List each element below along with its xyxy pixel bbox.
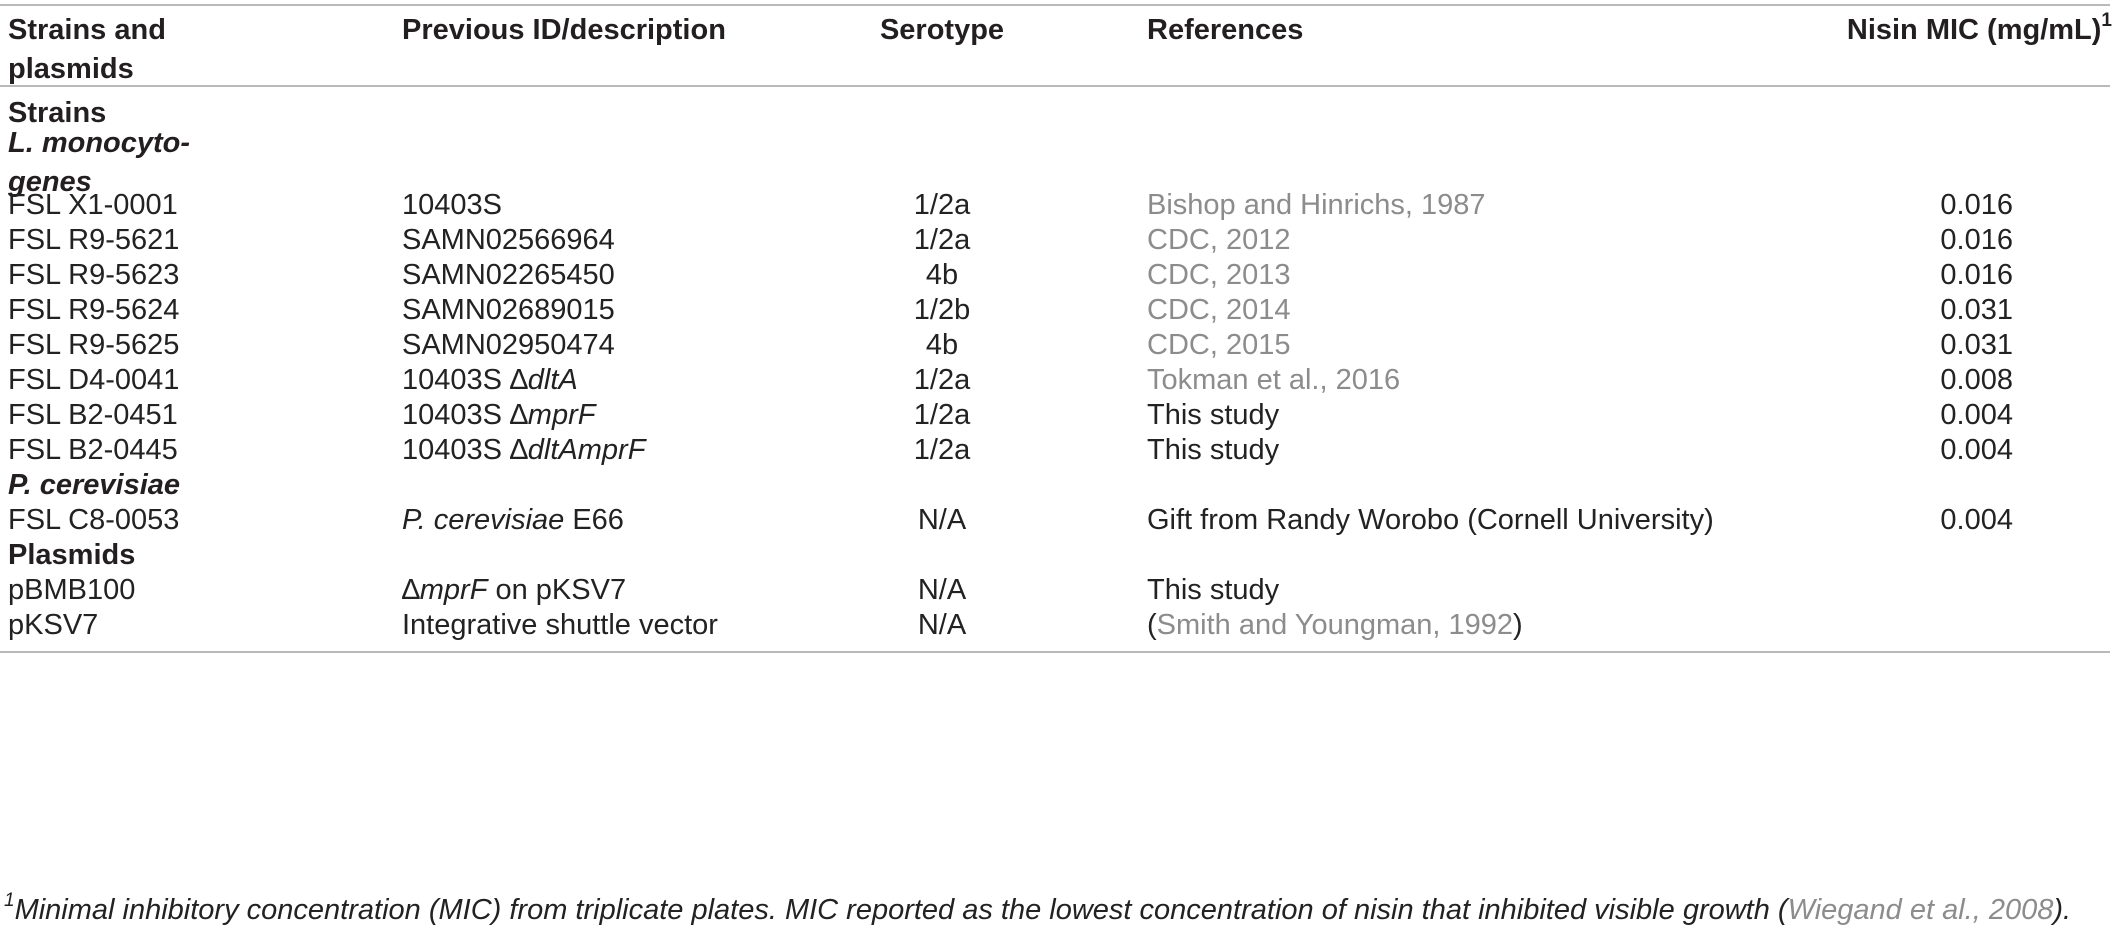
header-strains-plasmids [8,11,166,89]
row-2-serotype: 4b [925,259,959,291]
row-8-desc-species: P. cerevisiae [402,504,565,536]
row-3-id: FSL R9-5624 [8,294,180,326]
section-lmono-line1: L. monocyto- [8,127,191,159]
row-1-mic: 0.016 [1940,224,2013,256]
row-4-serotype: 4b [925,329,959,361]
footnote-ref-link[interactable]: Wiegand et al., 2008 [1787,894,2054,926]
section-strains: Strains [8,97,107,129]
row-9-desc-gene: mprF [419,574,488,606]
row-9-id: pBMB100 [8,574,136,606]
row-8-serotype: N/A [917,504,967,536]
row-5-ref-link[interactable]: Tokman et al., 2016 [1147,364,1401,396]
row-7-desc-main: 10403S ∆ [402,434,528,466]
header-references: References [1147,14,1304,46]
row-9-ref: This study [1147,574,1280,606]
row-0-mic: 0.016 [1940,189,2013,221]
row-7-desc [402,431,645,470]
row-6-serotype: 1/2a [913,399,971,431]
row-10-serotype: N/A [917,609,967,641]
table-footnote [4,891,2071,930]
row-9-serotype: N/A [917,574,967,606]
row-5-id: FSL D4-0041 [8,364,180,396]
row-1-ref-link[interactable]: CDC, 2012 [1147,224,1291,256]
row-6-mic: 0.004 [1940,399,2013,431]
footnote-end: ). [2053,894,2072,926]
row-2-desc: SAMN02265450 [402,259,615,291]
row-0-serotype: 1/2a [913,189,971,221]
row-10-ref-open: ( [1147,609,1157,641]
table-top-rule [0,4,2110,6]
row-6-desc-main: 10403S ∆ [402,399,528,431]
row-7-serotype: 1/2a [913,434,971,466]
footnote-sup: 1 [4,890,15,912]
header-previous-id: Previous ID/description [402,14,726,46]
row-4-id: FSL R9-5625 [8,329,180,361]
row-1-serotype: 1/2a [913,224,971,256]
row-8-id: FSL C8-0053 [8,504,180,536]
row-5-desc-gene: dltA [527,364,578,396]
header-serotype: Serotype [879,14,1005,46]
row-5-desc [402,361,578,400]
row-10-ref-close: ) [1513,609,1523,641]
row-2-mic: 0.016 [1940,259,2013,291]
row-5-serotype: 1/2a [913,364,971,396]
row-4-ref-link[interactable]: CDC, 2015 [1147,329,1291,361]
row-7-ref: This study [1147,434,1280,466]
row-6-ref: This study [1147,399,1280,431]
row-10-id: pKSV7 [8,609,99,641]
row-3-ref-link[interactable]: CDC, 2014 [1147,294,1291,326]
row-9-desc-delta: ∆ [402,574,420,606]
row-3-desc: SAMN02689015 [402,294,615,326]
section-plasmids: Plasmids [8,539,136,571]
header-col1-line2: plasmids [8,53,134,85]
row-0-ref-link[interactable]: Bishop and Hinrichs, 1987 [1147,189,1486,221]
row-7-desc-gene: dltAmprF [527,434,646,466]
row-5-mic: 0.008 [1940,364,2013,396]
row-0-desc: 10403S [402,189,502,221]
row-1-desc: SAMN02566964 [402,224,615,256]
row-9-desc-after: on pKSV7 [487,574,627,606]
row-5-desc-main: 10403S ∆ [402,364,528,396]
row-3-mic: 0.031 [1940,294,2013,326]
section-p-cerevisiae: P. cerevisiae [8,469,181,501]
footnote-text: Minimal inhibitory concentration (MIC) from triplicate plates. MIC reported as the lowest concentration of nisin that inhibited visible growth ( [14,894,1788,926]
header-nisin-mic-sup: 1 [2101,10,2112,32]
row-4-desc: SAMN02950474 [402,329,615,361]
header-rule [0,85,2110,87]
row-1-id: FSL R9-5621 [8,224,180,256]
row-2-id: FSL R9-5623 [8,259,180,291]
row-10-desc: Integrative shuttle vector [402,609,718,641]
row-3-serotype: 1/2b [913,294,971,326]
row-8-ref: Gift from Randy Worobo (Cornell University) [1147,504,1714,536]
row-7-id: FSL B2-0445 [8,434,178,466]
header-nisin-mic [1847,11,2112,50]
row-6-desc-gene: mprF [527,399,596,431]
row-8-desc-main: E66 [564,504,624,536]
row-7-mic: 0.004 [1940,434,2013,466]
row-8-desc [402,501,624,540]
row-0-id: FSL X1-0001 [8,189,178,221]
row-8-mic: 0.004 [1940,504,2013,536]
row-6-id: FSL B2-0451 [8,399,178,431]
table-bottom-rule [0,651,2110,653]
row-9-desc [402,571,626,610]
row-4-mic: 0.031 [1940,329,2013,361]
row-10-ref [1147,606,1523,645]
section-lmono-line2: genes [8,166,92,198]
row-2-ref-link[interactable]: CDC, 2013 [1147,259,1291,291]
header-col1-line1: Strains and [8,14,166,46]
row-6-desc [402,396,595,435]
header-nisin-mic-label: Nisin MIC (mg/mL) [1846,14,2102,46]
row-10-ref-link[interactable]: Smith and Youngman, 1992 [1156,609,1514,641]
